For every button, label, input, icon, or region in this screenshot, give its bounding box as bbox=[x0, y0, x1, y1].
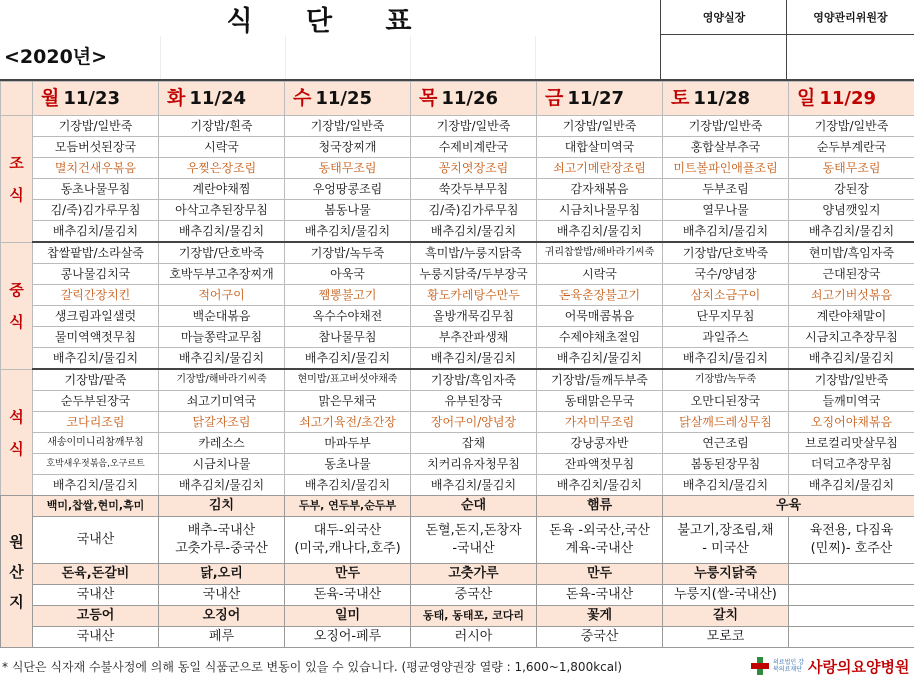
menu-item: 더덕고추장무침 bbox=[789, 454, 914, 475]
menu-item: 배추김치/물김치 bbox=[789, 348, 914, 370]
menu-item: 단무지무침 bbox=[663, 306, 789, 327]
menu-item: 꽁치엿장조림 bbox=[411, 158, 537, 179]
origin-heading: 햄류 bbox=[537, 496, 663, 517]
menu-item: 잡채 bbox=[411, 433, 537, 454]
menu-item: 물미역액젓무침 bbox=[33, 327, 159, 348]
menu-item: 배추김치/물김치 bbox=[663, 221, 789, 243]
menu-item: 기장밥/일반죽 bbox=[537, 116, 663, 137]
menu-item: 기장밥/일반죽 bbox=[285, 116, 411, 137]
menu-item: 쇠고기버섯볶음 bbox=[789, 285, 914, 306]
menu-item: 브로컬리맛살무침 bbox=[789, 433, 914, 454]
origin-value: 국내산 bbox=[33, 517, 159, 564]
origin-value: 배추-국내산 고춧가루-중국산 bbox=[159, 517, 285, 564]
origin-value: 불고기,장조림,채 - 미국산 bbox=[663, 517, 789, 564]
menu-item: 기장밥/들깨두부죽 bbox=[537, 369, 663, 391]
date-label: 11/25 bbox=[315, 88, 373, 109]
empty-cell bbox=[789, 606, 914, 627]
menu-item: 멸치건새우볶음 bbox=[33, 158, 159, 179]
menu-item: 강된장 bbox=[789, 179, 914, 200]
menu-item: 기장밥/흰죽 bbox=[159, 116, 285, 137]
menu-item: 배추김치/물김치 bbox=[159, 348, 285, 370]
medical-cross-icon bbox=[750, 656, 770, 676]
weekday-label: 목 bbox=[419, 87, 438, 109]
menu-item: 부추잔파생채 bbox=[411, 327, 537, 348]
origin-value: 오징어-페루 bbox=[285, 627, 411, 648]
menu-item: 우찢은장조림 bbox=[159, 158, 285, 179]
origin-heading: 우육 bbox=[663, 496, 914, 517]
origin-value: 돈육-국내산 bbox=[537, 585, 663, 606]
day-header bbox=[159, 82, 285, 116]
menu-item: 갈릭간장치킨 bbox=[33, 285, 159, 306]
origin-heading: 닭,오리 bbox=[159, 564, 285, 585]
origin-value: 국내산 bbox=[33, 627, 159, 648]
menu-item: 황도카레탕수만두 bbox=[411, 285, 537, 306]
date-label: 11/28 bbox=[693, 88, 751, 109]
menu-item: 수제야채초절임 bbox=[537, 327, 663, 348]
origin-value: 모로코 bbox=[663, 627, 789, 648]
menu-item: 코다리조림 bbox=[33, 412, 159, 433]
origin-value: 돈육 -외국산,국산 계육-국내산 bbox=[537, 517, 663, 564]
origin-value: 러시아 bbox=[411, 627, 537, 648]
menu-item: 마파두부 bbox=[285, 433, 411, 454]
menu-item: 배추김치/물김치 bbox=[159, 221, 285, 243]
menu-item: 시금치나물 bbox=[159, 454, 285, 475]
menu-item: 열무나물 bbox=[663, 200, 789, 221]
menu-item: 연근조림 bbox=[663, 433, 789, 454]
origin-heading: 고등어 bbox=[33, 606, 159, 627]
menu-item: 가자미무조림 bbox=[537, 412, 663, 433]
menu-item: 백순대볶음 bbox=[159, 306, 285, 327]
menu-item: 쨈뽕불고기 bbox=[285, 285, 411, 306]
menu-item: 배추김치/물김치 bbox=[285, 348, 411, 370]
date-label: 11/29 bbox=[819, 88, 877, 109]
menu-item: 배추김치/물김치 bbox=[537, 348, 663, 370]
menu-item: 기장밥/녹두죽 bbox=[285, 242, 411, 264]
origin-heading: 갈치 bbox=[663, 606, 789, 627]
meal-label: 조 식 bbox=[1, 116, 33, 243]
menu-item: 김/죽)김가루무침 bbox=[33, 200, 159, 221]
date-label: 11/27 bbox=[567, 88, 625, 109]
menu-item: 배추김치/물김치 bbox=[33, 221, 159, 243]
menu-item: 모듬버섯된장국 bbox=[33, 137, 159, 158]
menu-item: 삼치소금구이 bbox=[663, 285, 789, 306]
menu-item: 배추김치/물김치 bbox=[285, 221, 411, 243]
day-header bbox=[411, 82, 537, 116]
menu-item: 새송이미니리참깨무침 bbox=[33, 433, 159, 454]
logo-foundation: 의료법인 강북의료재단 bbox=[773, 659, 804, 673]
menu-item: 현미밥/흑임자죽 bbox=[789, 242, 914, 264]
weekday-label: 수 bbox=[293, 87, 312, 109]
menu-item: 생크림과일샐럿 bbox=[33, 306, 159, 327]
header bbox=[0, 0, 914, 80]
menu-item: 들깨미역국 bbox=[789, 391, 914, 412]
menu-item: 미트볼파인애플조림 bbox=[663, 158, 789, 179]
menu-item: 기장밥/흑임자죽 bbox=[411, 369, 537, 391]
day-header bbox=[663, 82, 789, 116]
menu-item: 순두부계란국 bbox=[789, 137, 914, 158]
menu-item: 계란야채말이 bbox=[789, 306, 914, 327]
menu-item: 흑미밥/누룽지닭죽 bbox=[411, 242, 537, 264]
menu-item: 대합살미역국 bbox=[537, 137, 663, 158]
weekday-label: 토 bbox=[671, 87, 690, 109]
menu-item: 기장밥/일반죽 bbox=[789, 369, 914, 391]
day-header bbox=[33, 82, 159, 116]
menu-item: 카레소스 bbox=[159, 433, 285, 454]
menu-item: 우엉땅콩조림 bbox=[285, 179, 411, 200]
weekday-label: 월 bbox=[41, 87, 60, 109]
origin-heading: 누룽지닭죽 bbox=[663, 564, 789, 585]
day-header bbox=[537, 82, 663, 116]
menu-item: 올방개묵김무침 bbox=[411, 306, 537, 327]
logo-name: 사랑의요양병원 bbox=[808, 657, 910, 676]
menu-item: 배추김치/물김치 bbox=[537, 475, 663, 497]
page-title: 식 단 표 bbox=[226, 5, 434, 37]
origin-heading: 순대 bbox=[411, 496, 537, 517]
menu-item: 배추김치/물김치 bbox=[33, 475, 159, 497]
menu-item: 배추김치/물김치 bbox=[663, 475, 789, 497]
origin-heading: 김치 bbox=[159, 496, 285, 517]
menu-item: 강낭콩자반 bbox=[537, 433, 663, 454]
menu-item: 배추김치/물김치 bbox=[411, 348, 537, 370]
menu-item: 기장밥/단호박죽 bbox=[159, 242, 285, 264]
menu-item: 순두부된장국 bbox=[33, 391, 159, 412]
menu-table bbox=[0, 81, 914, 497]
menu-item: 귀리찹쌀밥/해바라기씨죽 bbox=[537, 242, 663, 264]
menu-item: 적어구이 bbox=[159, 285, 285, 306]
approval-box-2 bbox=[786, 0, 914, 80]
hospital-logo bbox=[750, 654, 909, 678]
menu-item: 기장밥/일반죽 bbox=[789, 116, 914, 137]
origin-value: 돈육-국내산 bbox=[285, 585, 411, 606]
menu-item: 동태맑은무국 bbox=[537, 391, 663, 412]
approval-box-1 bbox=[660, 0, 787, 80]
menu-item: 오징어야채볶음 bbox=[789, 412, 914, 433]
menu-item: 배추김치/물김치 bbox=[411, 475, 537, 497]
menu-item: 기장밥/단호박죽 bbox=[663, 242, 789, 264]
menu-item: 국수/양념장 bbox=[663, 264, 789, 285]
menu-item: 감자채볶음 bbox=[537, 179, 663, 200]
origin-heading: 백미,찹쌀,현미,흑미 bbox=[33, 496, 159, 517]
origin-heading: 오징어 bbox=[159, 606, 285, 627]
menu-item: 잔파액젓무침 bbox=[537, 454, 663, 475]
menu-item: 양념깻잎지 bbox=[789, 200, 914, 221]
menu-item: 계란야채찜 bbox=[159, 179, 285, 200]
origin-value: 돈혈,돈지,돈창자 -국내산 bbox=[411, 517, 537, 564]
approval-label: 영양실장 bbox=[661, 0, 787, 35]
menu-item: 청국장찌개 bbox=[285, 137, 411, 158]
corner-cell bbox=[1, 82, 33, 116]
menu-item: 홍합살부추국 bbox=[663, 137, 789, 158]
origin-heading: 돈육,돈갈비 bbox=[33, 564, 159, 585]
menu-item: 근대된장국 bbox=[789, 264, 914, 285]
day-header bbox=[789, 82, 914, 116]
menu-item: 기장밥/팥죽 bbox=[33, 369, 159, 391]
menu-item: 배추김치/물김치 bbox=[411, 221, 537, 243]
menu-item: 동태무조림 bbox=[789, 158, 914, 179]
origin-value: 국내산 bbox=[159, 585, 285, 606]
origin-value: 국내산 bbox=[33, 585, 159, 606]
menu-item: 봄동나물 bbox=[285, 200, 411, 221]
menu-item: 참나물무침 bbox=[285, 327, 411, 348]
origin-value: 대두-외국산 (미국,캐나다,호주) bbox=[285, 517, 411, 564]
menu-item: 기장밥/일반죽 bbox=[663, 116, 789, 137]
menu-item: 기장밥/녹두죽 bbox=[663, 369, 789, 391]
menu-item: 마늘쫑락교무침 bbox=[159, 327, 285, 348]
menu-item: 과일쥬스 bbox=[663, 327, 789, 348]
menu-item: 맑은무채국 bbox=[285, 391, 411, 412]
menu-item: 쇠고기메란장조림 bbox=[537, 158, 663, 179]
origin-value: 육전용, 다짐육 (민찌)- 호주산 bbox=[789, 517, 914, 564]
menu-item: 시금치나물무침 bbox=[537, 200, 663, 221]
origin-table bbox=[0, 495, 914, 648]
menu-item: 찹쌀팥밥/소라살죽 bbox=[33, 242, 159, 264]
origin-heading: 동태, 동태포, 코다리 bbox=[411, 606, 537, 627]
menu-item: 기장밥/일반죽 bbox=[33, 116, 159, 137]
footer-note: * 식단은 식자재 수불사정에 의해 동일 식품군으로 변동이 있을 수 있습니다. (평균영양권장 열량 : 1,600~1,800kcal) bbox=[2, 660, 623, 674]
menu-item: 쇠고기미역국 bbox=[159, 391, 285, 412]
menu-item: 시금치고추장무침 bbox=[789, 327, 914, 348]
menu-item: 유부된장국 bbox=[411, 391, 537, 412]
empty-cell bbox=[789, 585, 914, 606]
menu-item: 치커리유자청무침 bbox=[411, 454, 537, 475]
origin-heading: 일미 bbox=[285, 606, 411, 627]
weekday-label: 금 bbox=[545, 87, 564, 109]
menu-item: 장어구이/양념장 bbox=[411, 412, 537, 433]
menu-item: 기장밥/해바라기씨죽 bbox=[159, 369, 285, 391]
menu-item: 누룽지닭죽/두부장국 bbox=[411, 264, 537, 285]
menu-item: 배추김치/물김치 bbox=[285, 475, 411, 497]
menu-item: 쇠고기육전/초간장 bbox=[285, 412, 411, 433]
menu-item: 아욱국 bbox=[285, 264, 411, 285]
origin-label: 원 산 지 bbox=[1, 496, 33, 648]
menu-item: 배추김치/물김치 bbox=[789, 221, 914, 243]
menu-item: 배추김치/물김치 bbox=[159, 475, 285, 497]
year-label: <2020년> bbox=[4, 46, 108, 68]
weekday-label: 일 bbox=[797, 87, 816, 109]
date-label: 11/23 bbox=[63, 88, 121, 109]
day-header bbox=[285, 82, 411, 116]
menu-item: 호박새우젓볶음,오구르트 bbox=[33, 454, 159, 475]
menu-item: 돈육춘장불고기 bbox=[537, 285, 663, 306]
origin-value: 누룽지(쌀-국내산) bbox=[663, 585, 789, 606]
menu-item: 어묵매콤볶음 bbox=[537, 306, 663, 327]
menu-item: 수제비계란국 bbox=[411, 137, 537, 158]
menu-item: 배추김치/물김치 bbox=[537, 221, 663, 243]
origin-value: 중국산 bbox=[411, 585, 537, 606]
menu-item: 두부조림 bbox=[663, 179, 789, 200]
menu-item: 김/죽)김가루무침 bbox=[411, 200, 537, 221]
empty-cell bbox=[789, 564, 914, 585]
menu-item: 쑥갓두부무침 bbox=[411, 179, 537, 200]
origin-heading: 만두 bbox=[285, 564, 411, 585]
menu-item: 봄동된장무침 bbox=[663, 454, 789, 475]
menu-item: 오만디된장국 bbox=[663, 391, 789, 412]
menu-item: 아삭고추된장무침 bbox=[159, 200, 285, 221]
origin-heading: 고춧가루 bbox=[411, 564, 537, 585]
meal-label: 석 식 bbox=[1, 369, 33, 496]
date-label: 11/26 bbox=[441, 88, 499, 109]
menu-item: 동초나물 bbox=[285, 454, 411, 475]
origin-heading: 꽃게 bbox=[537, 606, 663, 627]
menu-item: 호박두부고추장찌개 bbox=[159, 264, 285, 285]
empty-cell bbox=[789, 627, 914, 648]
menu-item: 동초나물무침 bbox=[33, 179, 159, 200]
menu-item: 현미밥/표고버섯야채죽 bbox=[285, 369, 411, 391]
menu-item: 콩나물김치국 bbox=[33, 264, 159, 285]
menu-item: 시락국 bbox=[159, 137, 285, 158]
menu-item: 기장밥/일반죽 bbox=[411, 116, 537, 137]
menu-item: 동태무조림 bbox=[285, 158, 411, 179]
approval-label: 영양관리위원장 bbox=[787, 0, 914, 35]
weekday-label: 화 bbox=[167, 87, 186, 109]
date-label: 11/24 bbox=[189, 88, 247, 109]
menu-item: 닭살깨드레싱무침 bbox=[663, 412, 789, 433]
menu-item: 옥수수야채전 bbox=[285, 306, 411, 327]
origin-value: 중국산 bbox=[537, 627, 663, 648]
menu-item: 닭갈자조림 bbox=[159, 412, 285, 433]
origin-heading: 만두 bbox=[537, 564, 663, 585]
menu-item: 배추김치/물김치 bbox=[663, 348, 789, 370]
menu-item: 배추김치/물김치 bbox=[33, 348, 159, 370]
origin-value: 페루 bbox=[159, 627, 285, 648]
origin-heading: 두부, 연두부,순두부 bbox=[285, 496, 411, 517]
meal-label: 중 식 bbox=[1, 242, 33, 369]
menu-item: 시락국 bbox=[537, 264, 663, 285]
menu-item: 배추김치/물김치 bbox=[789, 475, 914, 497]
